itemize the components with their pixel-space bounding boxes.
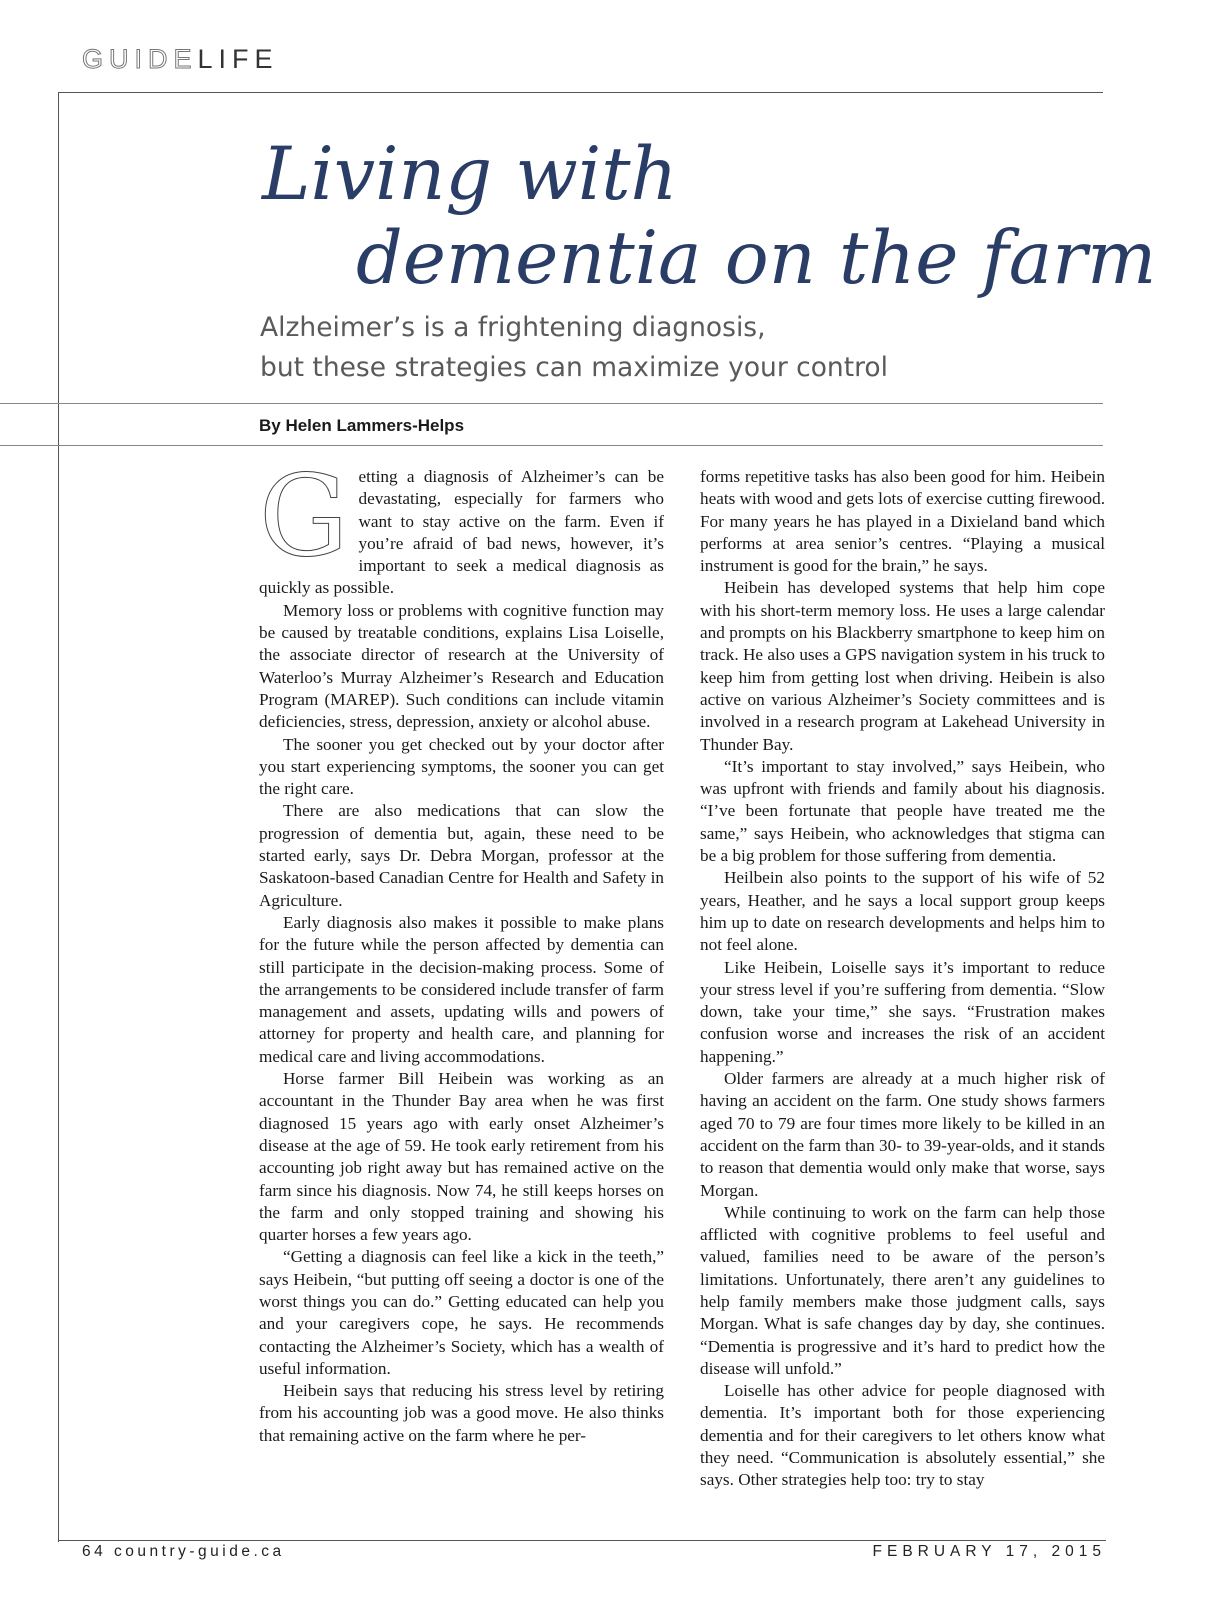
- article-title-line-2: dementia on the farm: [356, 216, 1157, 301]
- article-byline: By Helen Lammers-Helps: [259, 416, 465, 435]
- divider-rule-byline: [0, 445, 1103, 446]
- frame-rule-bottom: [58, 1540, 1106, 1541]
- article-subtitle-line-1: Alzheimer’s is a frightening diagnosis,: [260, 312, 766, 343]
- divider-rule-subtitle: [0, 403, 1103, 404]
- paragraph: Like Heibein, Loiselle says it’s important to reduce your stress level if you’re suffering from dementia. “Slow down, take your time,” she says. “Frustration makes confusion worse and increases the risk of an accident happening.”: [700, 957, 1105, 1066]
- section-label: [82, 44, 279, 75]
- article-subtitle-line-2: but these strategies can maximize your control: [260, 352, 889, 383]
- paragraph: The sooner you get checked out by your doctor after you start experiencing symptoms, the sooner you can get the right care.: [259, 734, 664, 799]
- article-column-left: [259, 466, 664, 1528]
- paragraph: There are also medications that can slow the progression of dementia but, again, these need to be started early, says Dr. Debra Morgan, professor at the Saskatoon-based Canadian Centre for Health and Safety in Agriculture.: [259, 801, 664, 910]
- page-number-and-site: 64 country-guide.ca: [82, 1543, 285, 1560]
- paragraph: Heibein says that reducing his stress level by retiring from his accounting job was a good move. He also thinks that remaining active on the farm where he per-: [259, 1381, 664, 1445]
- frame-rule-vertical: [58, 92, 59, 1542]
- paragraph: Memory loss or problems with cognitive function may be caused by treatable conditions, explains Lisa Loiselle, the associate director of research at the University of Waterloo’s Murray Alzheimer’s Research and Education Program (MAREP). Such conditions can include vitamin deficiencies, stress, depression, anxiety or alcohol abuse.: [259, 600, 664, 732]
- paragraph: Loiselle has other advice for people diagnosed with dementia. It’s important both for those experiencing dementia and for their caregivers to let others know what they need. “Communication is absolutely essential,” she says. Other strategies help too: try to stay: [700, 1381, 1105, 1490]
- paragraph: “It’s important to stay involved,” says Heibein, who was upfront with friends and family about his diagnosis. “I’ve been fortunate that people have treated me the same,” says Heibein, who acknowledges that stigma can be a big problem for those suffering from dementia.: [700, 756, 1105, 866]
- paragraph: Heilbein also points to the support of his wife of 52 years, Heather, and he says a local support group keeps him up to date on research developments and helps him to not feel alone.: [700, 868, 1105, 955]
- paragraph: Horse farmer Bill Heibein was working as an accountant in the Thunder Bay area when he was first diagnosed 15 years ago with early onset Alzheimer’s disease at the age of 59. He took early retirement from his accounting job right away but has remained active on the farm since his diagnosis. Now 74, he still keeps horses on the farm and only stopped training and showing his quarter horses a few years ago.: [259, 1069, 664, 1245]
- section-label-guide: GUIDE: [82, 44, 198, 74]
- section-label-life: LIFE: [197, 44, 279, 74]
- paragraph: Heibein has developed systems that help him cope with his short-term memory loss. He uses a large calendar and prompts on his Blackberry smartphone to keep him on track. He also uses a GPS navigation system in his truck to keep him from getting lost when driving. Heibein is also active on various Alzheimer’s Society committees and is involved in a research program at Lakehead University in Thunder Bay.: [700, 578, 1105, 754]
- paragraph: While continuing to work on the farm can help those afflicted with cognitive problems to feel useful and valued, families need to be aware of the person’s limitations. Unfortunately, there aren’t any guidelines to help family members make those judgment calls, says Morgan. What is safe changes day by day, she continues. “Dementia is progressive and it’s hard to predict how the disease will unfold.”: [700, 1202, 1105, 1378]
- article-column-right: [700, 466, 1105, 1528]
- article-title-line-1: Living with: [262, 132, 678, 217]
- paragraph: “Getting a diagnosis can feel like a kick in the teeth,” says Heibein, “but putting off seeing a doctor is one of the worst things you can do.” Getting educated can help you and your caregivers cope, he says. He recommends contacting the Alzheimer’s Society, which has a wealth of useful information.: [259, 1247, 664, 1378]
- paragraph: Older farmers are already at a much higher risk of having an accident on the farm. One study shows farmers aged 70 to 79 are four times more likely to be killed in an accident on the farm than 30- to 39-year-olds, and it stands to reason that dementia would only make that worse, says Morgan.: [700, 1069, 1105, 1200]
- issue-date: FEBRUARY 17, 2015: [872, 1543, 1106, 1560]
- frame-rule-top: [58, 92, 1103, 93]
- paragraph: Getting a diagnosis of Alzheimer’s can be devastating, especially for farmers who want to stay active on the farm. Even if you’re afraid of bad news, however, it’s important to seek a medical diagnosis as quickly as possible.: [259, 466, 664, 598]
- paragraph: forms repetitive tasks has also been good for him. Heibein heats with wood and gets lots of exercise cutting firewood. For many years he has played in a Dixieland band which performs at area senior’s centres. “Playing a musical instrument is good for the brain,” he says.: [700, 467, 1105, 576]
- paragraph: Early diagnosis also makes it possible to make plans for the future while the person affected by dementia can still participate in the decision-making process. Some of the arrangements to be considered include transfer of farm management and assets, updating wills and powers of attorney for property and health care, and planning for medical care and living accommodations.: [259, 912, 664, 1066]
- drop-cap: G: [259, 466, 349, 582]
